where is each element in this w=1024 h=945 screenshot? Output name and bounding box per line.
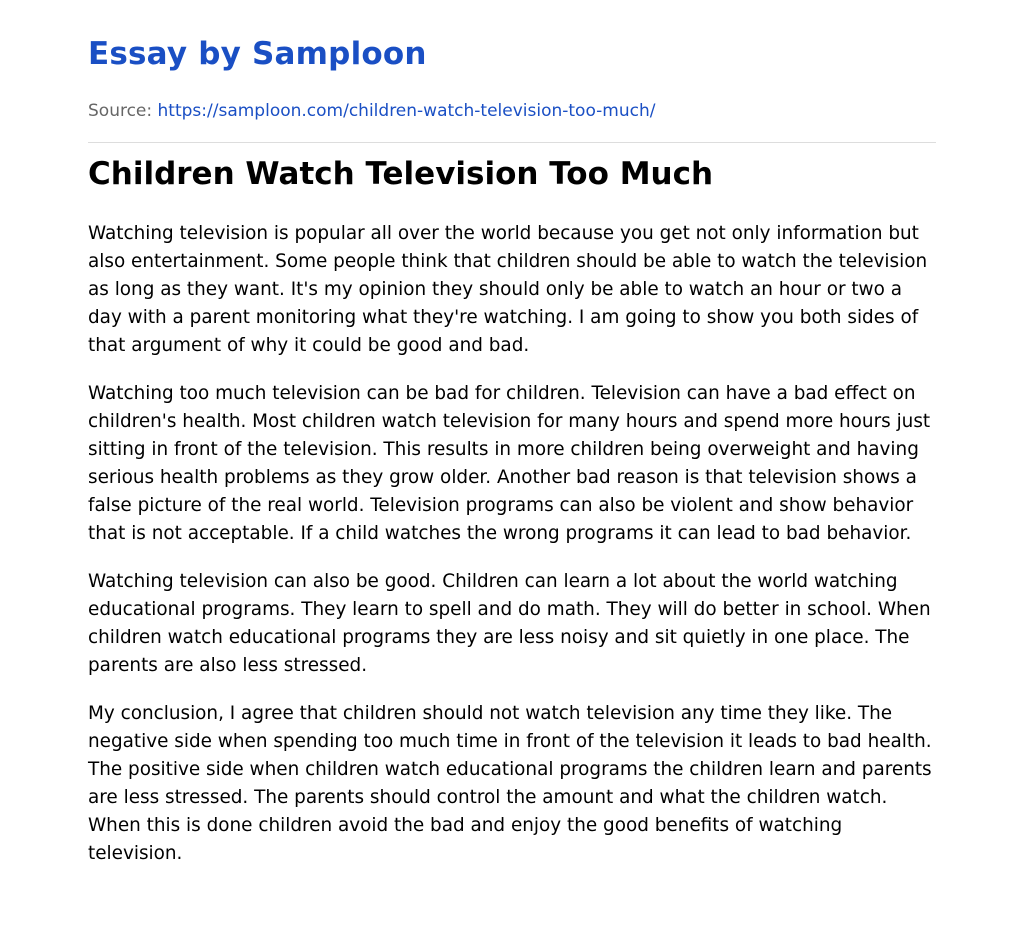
essay-paragraph-4: My conclusion, I agree that children should not watch television any time they like. The negative side when spending too much time in front of the television it leads to bad health. The positive side when children watch educational programs the children learn and parents are less stressed. The parents should control the amount and what the children watch. When this is done children avoid the bad and enjoy the good benefits of watching television.	[88, 703, 932, 864]
source-label: Source:	[88, 101, 153, 121]
divider	[88, 142, 936, 143]
source-link[interactable]: https://samploon.com/children-watch-television-too-much/	[157, 101, 656, 121]
site-title[interactable]: Essay by Samploon	[88, 36, 427, 72]
source-line	[88, 101, 656, 121]
essay-paragraph-2: Watching too much television can be bad for children. Television can have a bad effect on children's health. Most children watch television for many hours and spend more hours just sitting in front of the television. This results in more children being overweight and having serious health problems as they grow older. Another bad reason is that television shows a false picture of the real world. Television programs can also be violent and show behavior that is not acceptable. If a child watches the wrong programs it can lead to bad behavior.	[88, 383, 931, 544]
essay-paragraph-1: Watching television is popular all over the world because you get not only information but also entertainment. Some people think that children should be able to watch the television as long as they want. It's my opinion they should only be able to watch an hour or two a day with a parent monitoring what they're watching. I am going to show you both sides of that argument of why it could be good and bad.	[88, 223, 928, 356]
essay-paragraph-3: Watching television can also be good. Children can learn a lot about the world watching educational programs. They learn to spell and do math. They will do better in school. When children watch educational programs they are less noisy and sit quietly in one place. The parents are also less stressed.	[88, 571, 931, 676]
essay-body	[88, 220, 938, 888]
essay-title: Children Watch Television Too Much	[88, 156, 714, 192]
